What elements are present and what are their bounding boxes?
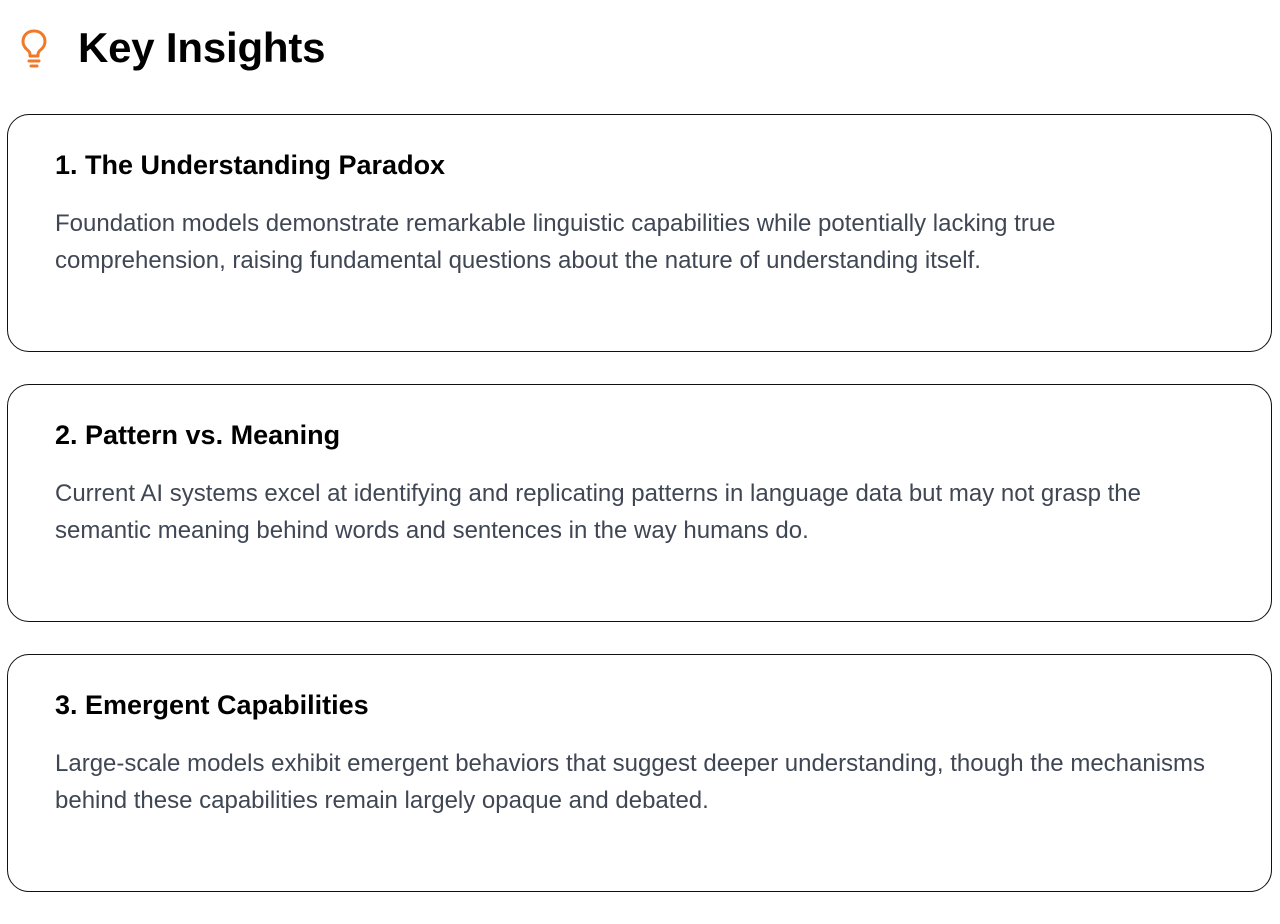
page-header [18, 18, 325, 78]
insight-body: Large-scale models exhibit emergent behaviors that suggest deeper understanding, though the mechanisms behind these capabilities remain largely opaque and debated. [55, 750, 1206, 815]
insight-card-pattern-vs-meaning [7, 384, 1272, 622]
lightbulb-icon [18, 25, 50, 71]
insights-list [7, 114, 1272, 924]
insight-card-understanding-paradox [7, 114, 1272, 352]
page-title: Key Insights [78, 24, 326, 71]
insight-title: 3. Emergent Capabilities [55, 690, 369, 720]
insight-card-emergent-capabilities [7, 654, 1272, 892]
insight-title: 1. The Understanding Paradox [55, 150, 446, 180]
insight-body: Current AI systems excel at identifying and replicating patterns in language data but may not grasp the semantic meaning behind words and sentences in the way humans do. [55, 480, 1141, 545]
insight-title: 2. Pattern vs. Meaning [55, 420, 341, 450]
insight-body: Foundation models demonstrate remarkable linguistic capabilities while potentially lacking true comprehension, raising fundamental questions about the nature of understanding itself. [55, 210, 1056, 275]
